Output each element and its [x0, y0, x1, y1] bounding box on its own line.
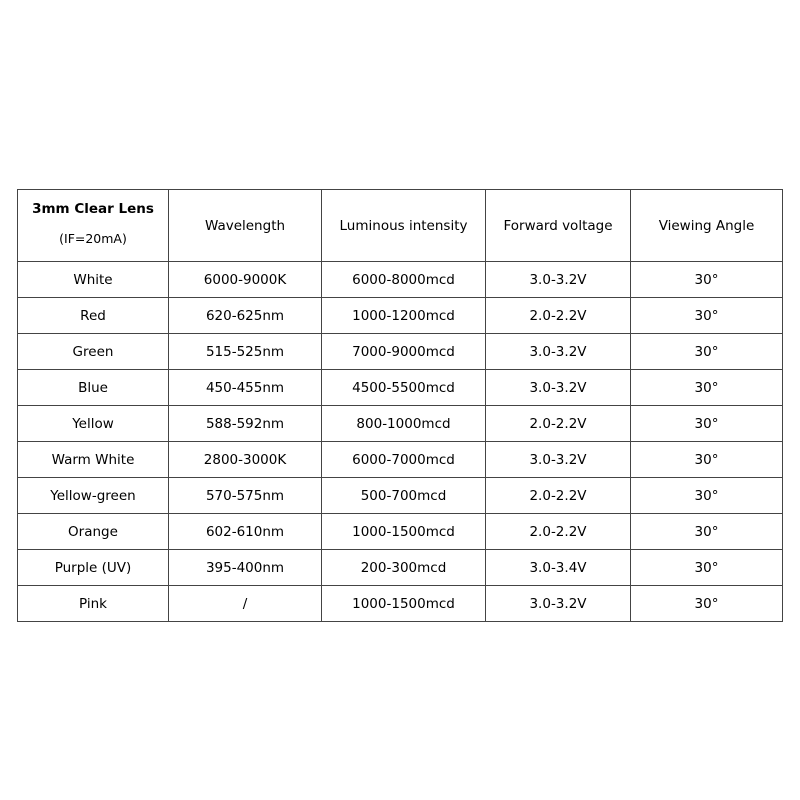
table-row — [18, 406, 783, 442]
cell-luminous-intensity: 1000-1500mcd — [322, 586, 486, 622]
table-row — [18, 478, 783, 514]
cell-wavelength: 450-455nm — [169, 370, 322, 406]
cell-luminous-intensity: 200-300mcd — [322, 550, 486, 586]
cell-forward-voltage: 3.0-3.2V — [486, 370, 631, 406]
cell-wavelength: / — [169, 586, 322, 622]
cell-color: Purple (UV) — [18, 550, 169, 586]
product-title: 3mm Clear Lens — [32, 201, 154, 217]
table-row — [18, 550, 783, 586]
table-row — [18, 334, 783, 370]
cell-forward-voltage: 3.0-3.2V — [486, 586, 631, 622]
cell-forward-voltage: 2.0-2.2V — [486, 514, 631, 550]
header-luminous-intensity: Luminous intensity — [322, 190, 486, 262]
cell-color: Red — [18, 298, 169, 334]
cell-forward-voltage: 3.0-3.2V — [486, 442, 631, 478]
header-wavelength: Wavelength — [169, 190, 322, 262]
cell-color: Pink — [18, 586, 169, 622]
cell-wavelength: 2800-3000K — [169, 442, 322, 478]
header-product-cell — [18, 190, 169, 262]
cell-luminous-intensity: 1000-1500mcd — [322, 514, 486, 550]
cell-forward-voltage: 3.0-3.2V — [486, 262, 631, 298]
led-spec-table — [17, 189, 783, 622]
cell-luminous-intensity: 4500-5500mcd — [322, 370, 486, 406]
header-viewing-angle: Viewing Angle — [631, 190, 783, 262]
cell-color: Yellow — [18, 406, 169, 442]
cell-viewing-angle: 30° — [631, 406, 783, 442]
cell-viewing-angle: 30° — [631, 514, 783, 550]
cell-wavelength: 570-575nm — [169, 478, 322, 514]
cell-wavelength: 515-525nm — [169, 334, 322, 370]
cell-luminous-intensity: 6000-7000mcd — [322, 442, 486, 478]
cell-forward-voltage: 2.0-2.2V — [486, 406, 631, 442]
cell-color: Orange — [18, 514, 169, 550]
cell-viewing-angle: 30° — [631, 298, 783, 334]
cell-color: Yellow-green — [18, 478, 169, 514]
cell-luminous-intensity: 6000-8000mcd — [322, 262, 486, 298]
table-row — [18, 262, 783, 298]
cell-forward-voltage: 3.0-3.4V — [486, 550, 631, 586]
cell-wavelength: 588-592nm — [169, 406, 322, 442]
table-row — [18, 370, 783, 406]
cell-viewing-angle: 30° — [631, 262, 783, 298]
cell-viewing-angle: 30° — [631, 334, 783, 370]
cell-forward-voltage: 2.0-2.2V — [486, 478, 631, 514]
cell-luminous-intensity: 800-1000mcd — [322, 406, 486, 442]
cell-color: White — [18, 262, 169, 298]
table-row — [18, 514, 783, 550]
table-row — [18, 298, 783, 334]
cell-viewing-angle: 30° — [631, 586, 783, 622]
cell-color: Blue — [18, 370, 169, 406]
cell-viewing-angle: 30° — [631, 550, 783, 586]
header-forward-voltage: Forward voltage — [486, 190, 631, 262]
cell-wavelength: 620-625nm — [169, 298, 322, 334]
cell-viewing-angle: 30° — [631, 370, 783, 406]
cell-viewing-angle: 30° — [631, 442, 783, 478]
table-row — [18, 442, 783, 478]
cell-color: Green — [18, 334, 169, 370]
cell-color: Warm White — [18, 442, 169, 478]
cell-forward-voltage: 2.0-2.2V — [486, 298, 631, 334]
cell-viewing-angle: 30° — [631, 478, 783, 514]
cell-luminous-intensity: 7000-9000mcd — [322, 334, 486, 370]
cell-wavelength: 6000-9000K — [169, 262, 322, 298]
test-condition: (IF=20mA) — [59, 231, 127, 246]
cell-forward-voltage: 3.0-3.2V — [486, 334, 631, 370]
cell-wavelength: 395-400nm — [169, 550, 322, 586]
cell-luminous-intensity: 500-700mcd — [322, 478, 486, 514]
cell-luminous-intensity: 1000-1200mcd — [322, 298, 486, 334]
header-row — [18, 190, 783, 262]
table-row — [18, 586, 783, 622]
cell-wavelength: 602-610nm — [169, 514, 322, 550]
